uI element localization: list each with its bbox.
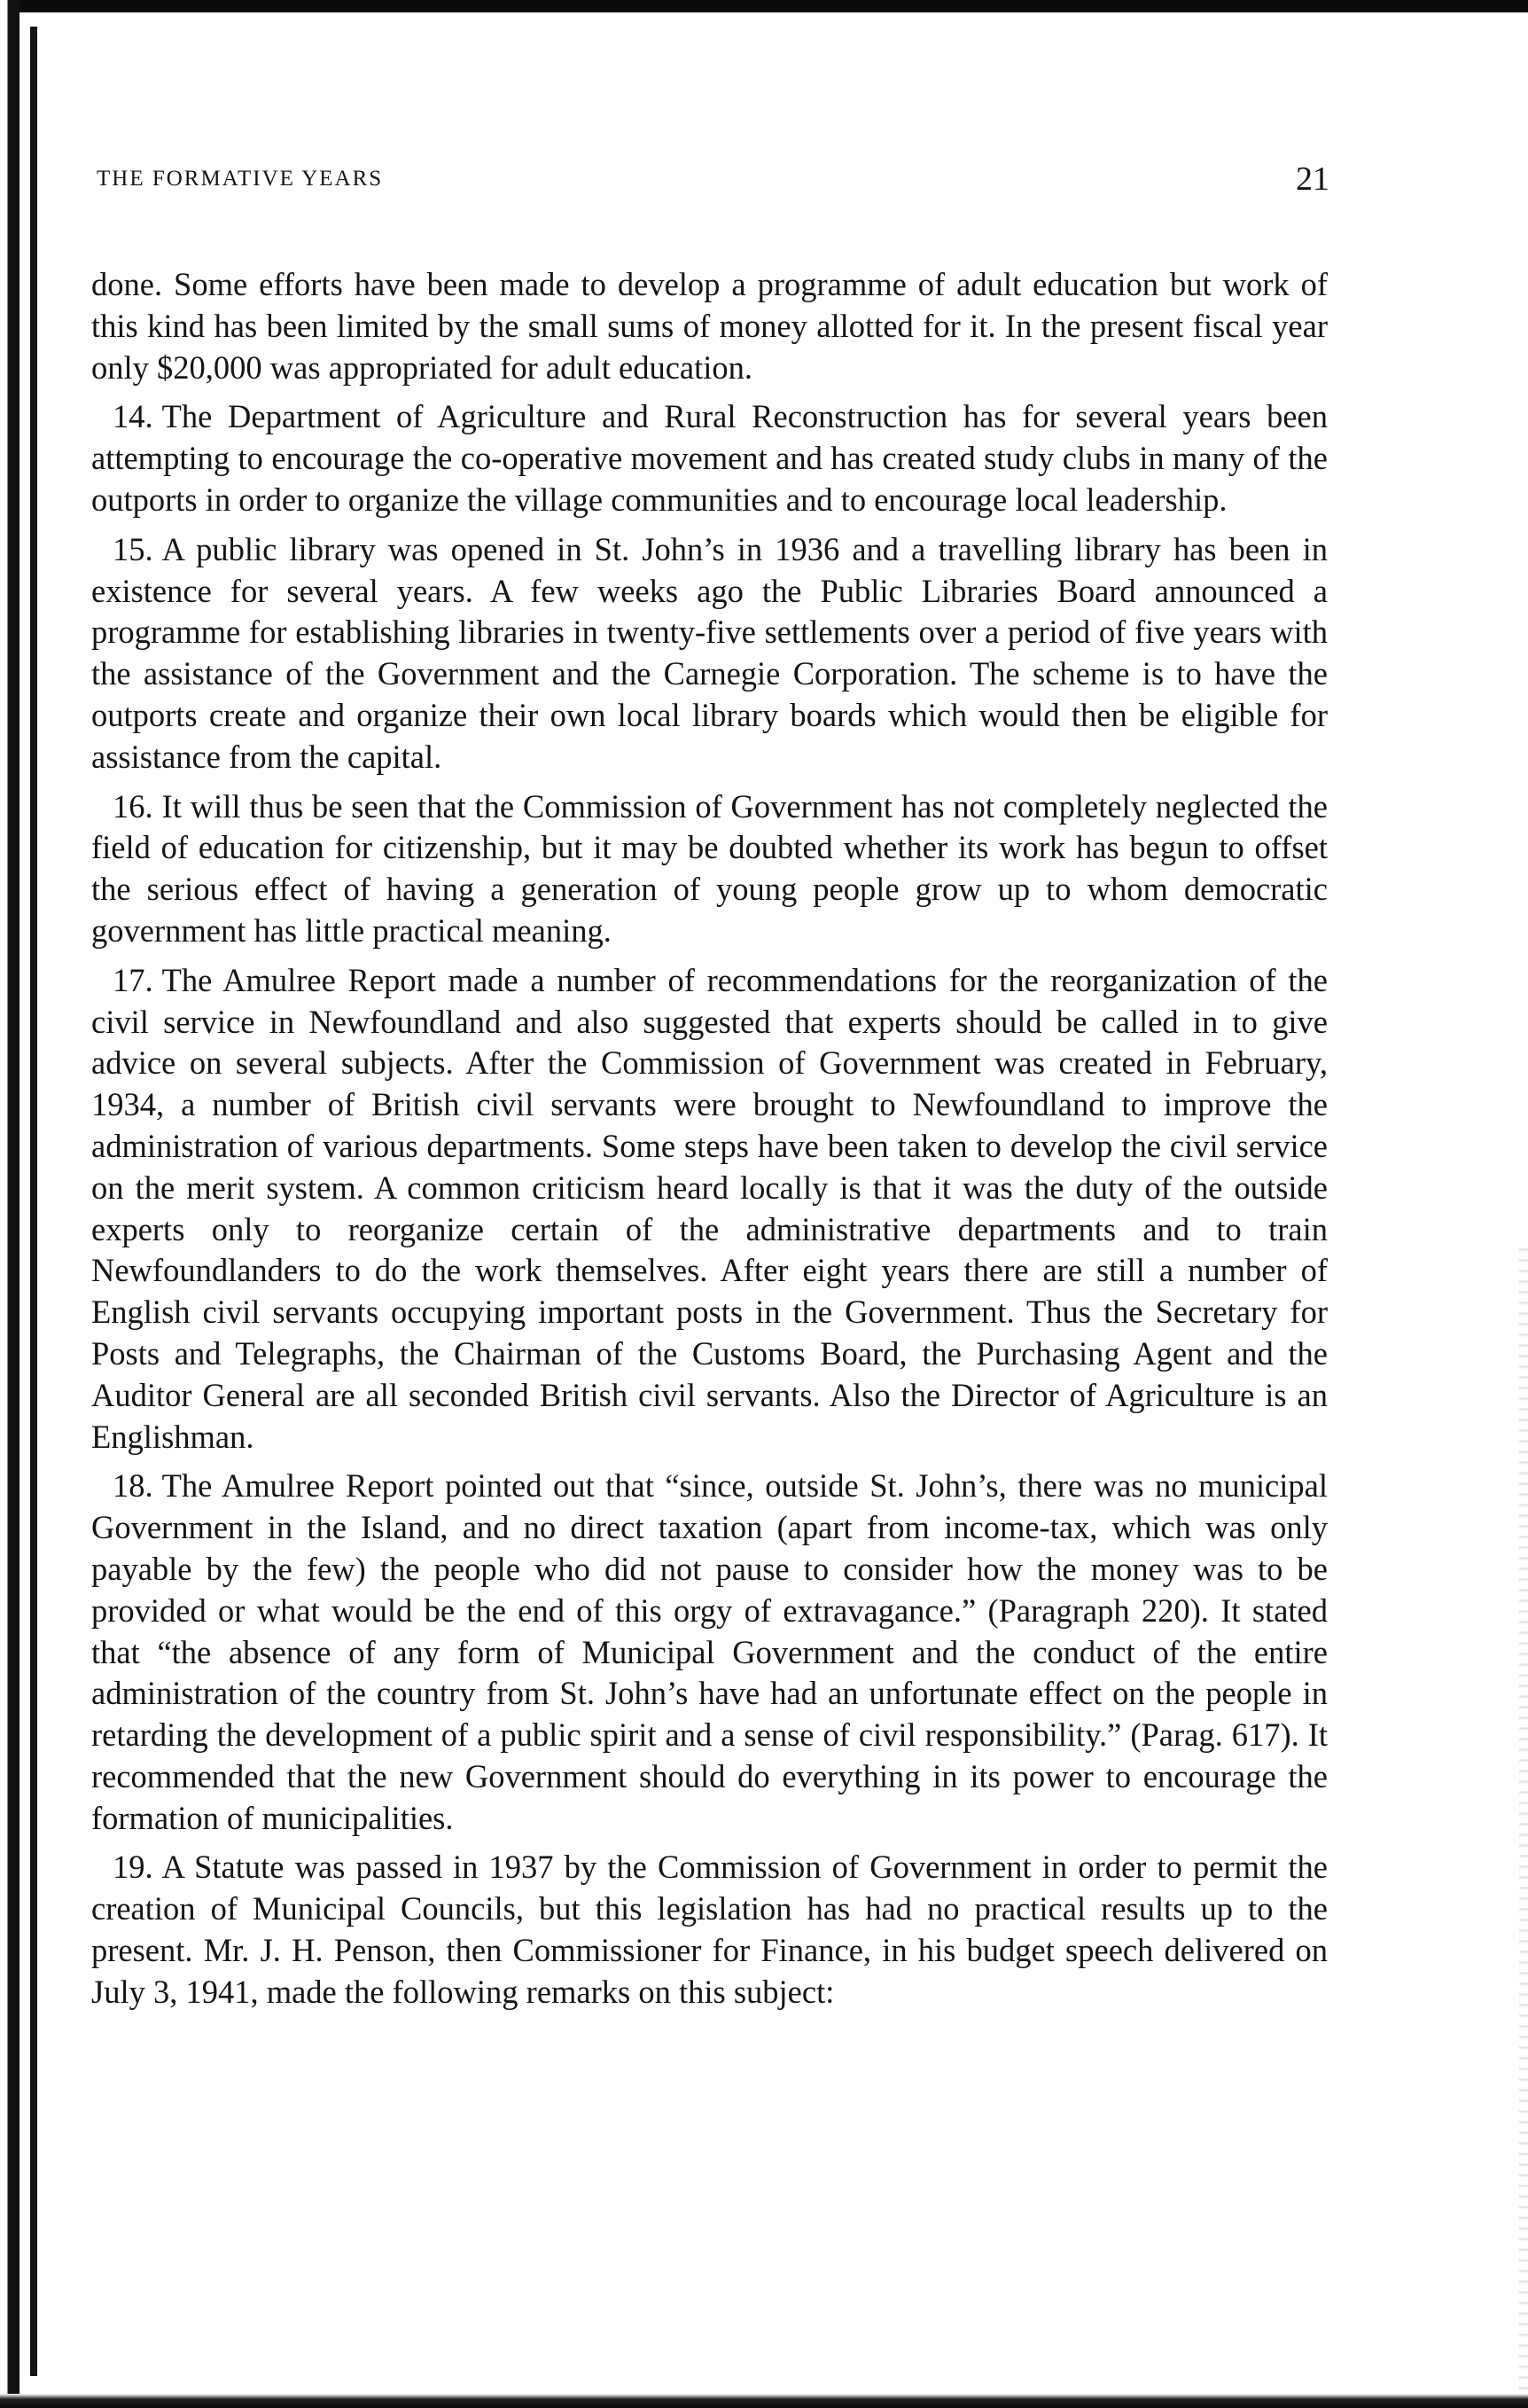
paragraph-text: The Amulree Report pointed out that “since, outside St. John’s, there was no municipal Government in the Island, and no direct taxation (apart from income-tax, which was only payable by the few) the people who did not pause to consider how the money was to be provided or what would be the end of this orgy of extravagance.” (Paragraph 220). It stated that “the absence of any form of Municipal Government and the conduct of the entire administration of the country from St. John’s have had an unfortunate effect on the people in retarding the development of a public spirit and a sense of civil responsibility.” (Parag. 617). It recommended that the new Government should do everything in its power to encourage the formation of municipalities.: [91, 1467, 1328, 1836]
paragraph-number: 15.: [113, 530, 153, 567]
scan-edge-right: [1519, 1241, 1528, 2394]
running-header: [91, 160, 1328, 213]
scan-border-bottom: [0, 2394, 1528, 2408]
paragraph-text: A Statute was passed in 1937 by the Commission of Government in order to permit the creation of Municipal Councils, but this legislation has had no practical results up to the present. Mr. J. H. Penson, then Commissioner for Finance, in his budget speech delivered on July 3, 1941, made the following remarks on this subject:: [91, 1849, 1328, 2010]
paragraph-17: [91, 960, 1328, 1458]
page-number: 21: [1296, 160, 1329, 198]
paragraph-15: [91, 529, 1328, 778]
paragraph-continuation: [91, 264, 1328, 388]
paragraph-16: [91, 786, 1328, 952]
paragraph-text: done. Some efforts have been made to develop a programme of adult education but work of this kind has been limited by the small sums of money allotted for it. In the present fiscal year only $20,000 was appropriated for adult education.: [91, 266, 1328, 386]
scan-border-top: [0, 0, 1528, 12]
paragraph-number: 18.: [113, 1467, 153, 1505]
paragraph-14: [91, 396, 1328, 520]
page-gutter-shadow: [30, 27, 37, 2376]
paragraph-number: 17.: [113, 961, 153, 998]
paragraph-18: [91, 1466, 1328, 1839]
paragraph-text: It will thus be seen that the Commission of Government has not completely neglected the field of education for citizenship, but it may be doubted whether its work has begun to offset the serious effect of having a generation of young people grow up to whom democratic government has little practical meaning.: [91, 787, 1328, 949]
scan-border-left: [0, 0, 19, 2408]
body-text: [91, 264, 1328, 2021]
paragraph-number: 16.: [113, 787, 153, 825]
book-page: [91, 160, 1329, 2010]
paragraph-text: The Amulree Report made a number of recommendations for the reorganization of the civil service in Newfoundland and also suggested that experts should be called in to give advice on several subjects. After the Commission of Government was created in February, 1934, a number of British civil servants were brought to Newfoundland to improve the administration of various departments. Some steps have been taken to develop the civil service on the merit system. A common criticism heard locally is that it was the duty of the outside experts only to reorganize certain of the administrative departments and to train Newfoundlanders to do the work themselves. After eight years there are still a number of English civil servants occupying important posts in the Government. Thus the Secretary for Posts and Telegraphs, the Chairman of the Customs Board, the Purchasing Agent and the Auditor General are all seconded British civil servants. Also the Director of Agriculture is an Englishman.: [91, 961, 1328, 1455]
paragraph-number: 14.: [113, 398, 153, 435]
paragraph-number: 19.: [113, 1849, 153, 1886]
running-title: THE FORMATIVE YEARS: [97, 167, 384, 191]
paragraph-text: The Department of Agriculture and Rural Reconstruction has for several years been attempting to encourage the co-operative movement and has created study clubs in many of the outports in order to organize the village communities and to encourage local leadership.: [91, 398, 1328, 518]
paragraph-19: [91, 1847, 1328, 2013]
paragraph-text: A public library was opened in St. John’s in 1936 and a travelling library has been in existence for several years. A few weeks ago the Public Libraries Board announced a programme for establishing libraries in twenty-five settlements over a period of five years with the assistance of the Government and the Carnegie Corporation. The scheme is to have the outports create and organize their own local library boards which would then be eligible for assistance from the capital.: [91, 530, 1328, 775]
